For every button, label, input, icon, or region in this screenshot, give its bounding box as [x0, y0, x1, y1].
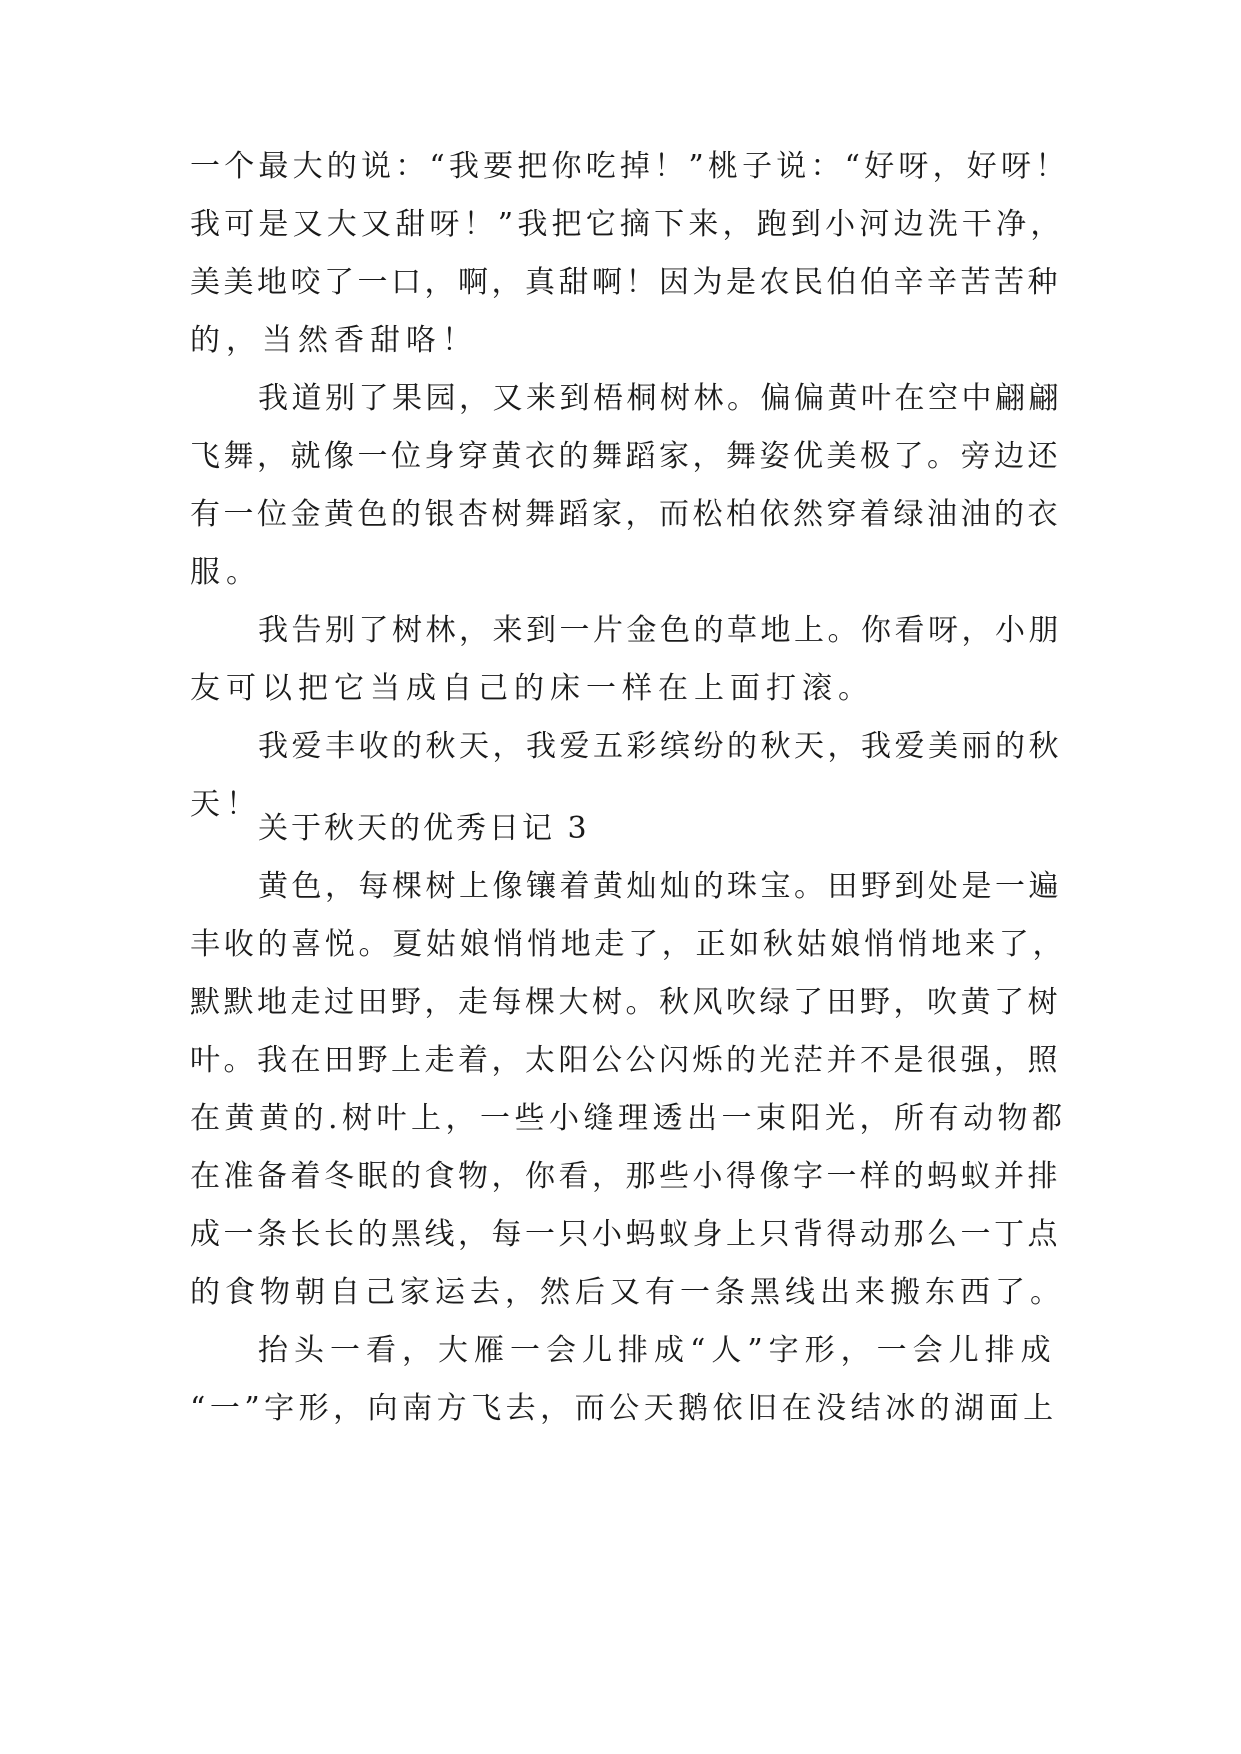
- paragraph-line: 在准备着冬眠的食物，你看，那些小得像字一样的蚂蚁并排: [190, 1159, 1061, 1194]
- paragraph-line: 的，当然香甜咯！: [190, 323, 478, 358]
- paragraph-line: 抬头一看，大雁一会儿排成“人”字形，一会儿排成: [258, 1333, 1057, 1368]
- paragraph-line: 美美地咬了一口，啊，真甜啊！因为是农民伯伯辛辛苦苦种: [190, 265, 1061, 300]
- paragraph-line: 我可是又大又甜呀！”我把它摘下来，跑到小河边洗干净，: [190, 207, 1065, 242]
- paragraph-line: 飞舞，就像一位身穿黄衣的舞蹈家，舞姿优美极了。旁边还: [190, 439, 1061, 474]
- paragraph-line: 友可以把它当成自己的床一样在上面打滚。: [190, 671, 874, 706]
- paragraph-line: 一个最大的说：“我要把你吃掉！”桃子说：“好呀，好呀！: [190, 149, 1070, 184]
- section-heading: 关于秋天的优秀日记 3: [258, 811, 590, 846]
- paragraph-line: 的食物朝自己家运去，然后又有一条黑线出来搬东西了。: [190, 1275, 1065, 1310]
- paragraph-line: 默默地走过田野，走每棵大树。秋风吹绿了田野，吹黄了树: [190, 985, 1061, 1020]
- article-body-top: [190, 138, 1070, 834]
- paragraph-line: “一”字形，向南方飞去，而公天鹅依旧在没结冰的湖面上: [190, 1391, 1058, 1426]
- paragraph-line: 有一位金黄色的银杏树舞蹈家，而松柏依然穿着绿油油的衣: [190, 497, 1061, 532]
- article-body-bottom: [190, 858, 1070, 1438]
- paragraph-line: 丰收的喜悦。夏姑娘悄悄地走了，正如秋姑娘悄悄地来了，: [190, 927, 1067, 962]
- paragraph-line: 服。: [190, 555, 262, 590]
- paragraph-line: 天！: [190, 787, 262, 822]
- paragraph-line: 黄色，每棵树上像镶着黄灿灿的珠宝。田野到处是一遍: [258, 869, 1062, 904]
- paragraph-line: 叶。我在田野上走着，太阳公公闪烁的光茫并不是很强，照: [190, 1043, 1061, 1078]
- paragraph-line: 我爱丰收的秋天，我爱五彩缤纷的秋天，我爱美丽的秋: [258, 729, 1062, 764]
- paragraph-line: 在黄黄的.树叶上，一些小缝理透出一束阳光，所有动物都: [190, 1101, 1067, 1136]
- paragraph-line: 我道别了果园，又来到梧桐树林。偏偏黄叶在空中翩翩: [258, 381, 1062, 416]
- paragraph-line: 我告别了树林，来到一片金色的草地上。你看呀，小朋: [258, 613, 1062, 648]
- paragraph-line: 成一条长长的黑线，每一只小蚂蚁身上只背得动那么一丁点: [190, 1217, 1061, 1252]
